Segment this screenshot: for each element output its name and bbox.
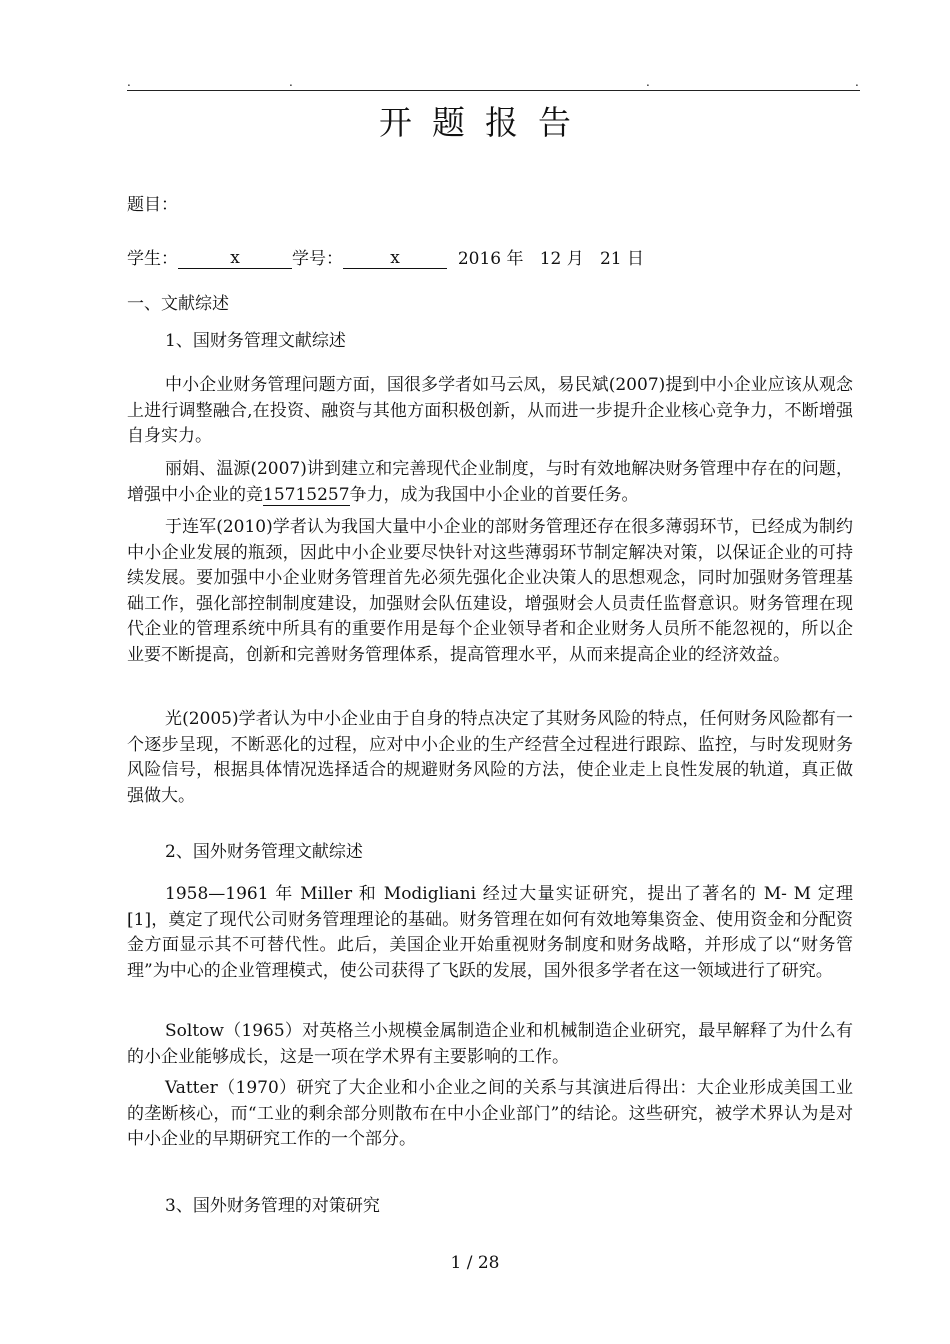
header-rule [127,90,860,91]
paragraph [127,457,853,508]
paragraph: 中小企业财务管理问题方面，国很多学者如马云凤，易民斌(2007)提到中小企业应该从观念上进行调整融合,在投资、融资与其他方面积极创新，从而进一步提升企业核心竞争力，不断增强自身实力。 [127,375,853,447]
header-dot: . [127,75,131,89]
subsection-heading: 1、国财务管理文献综述 [165,331,346,351]
paragraph: 于连军(2010)学者认为我国大量中小企业的部财务管理还存在很多薄弱环节，已经成为制约中小企业发展的瓶颈，因此中小企业要尽快针对这些薄弱环节制定解决对策，以保证企业的可持续发展。要加强中小企业财务管理首先必须先强化企业决策人的思想观念，同时加强财务管理基础工作，强化部控制制度建设，加强财会队伍建设，增强财会人员责任监督意识。财务管理在现代企业的管理系统中所具有的重要作用是每个企业领导者和企业财务人员所不能忽视的，所以企业要不断提高，创新和完善财务管理体系，提高管理水平，从而来提高企业的经济效益。 [127,517,853,665]
date-month-unit: 月 [566,249,584,269]
section-heading: 一、文献综述 [127,294,229,314]
subsection-heading: 2、国外财务管理文献综述 [165,842,363,862]
paragraph: 1958—1961 年 Miller 和 Modigliani 经过大量实证研究，提出了著名的 M- M 定理[1]，奠定了现代公司财务管理理论的基础。财务管理在如何有效地筹集资金、使用资金和分配资金方面显示其不可替代性。此后，美国企业开始重视财务制度和财务战略，并形成了以“财务管理”为中心的企业管理模式，使公司获得了飞跃的发展，国外很多学者在这一领域进行了研究。 [127,884,853,981]
paragraph: Soltow（1965）对英格兰小规模金属制造企业和机械制造企业研究，最早解释了为什么有的小企业能够成长，这是一项在学术界有主要影响的工作。 [127,1021,853,1067]
date-month: 12 [539,249,562,269]
id-label: 学号： [292,249,343,269]
header-dot: . [855,75,859,89]
date-day-unit: 日 [627,249,645,269]
student-value: x [178,248,292,269]
paragraph: 光(2005)学者认为中小企业由于自身的特点决定了其财务风险的特点，任何财务风险都有一个逐步呈现，不断恶化的过程，应对中小企业的生产经营全过程进行跟踪、监控，与时发现财务风险信号，根据具体情况选择适合的规避财务风险的方法，使企业走上良性发展的轨道，真正做强做大。 [127,709,853,806]
date-year-unit: 年 [506,249,524,269]
subsection-heading: 3、国外财务管理的对策研究 [165,1196,380,1216]
header-dot: . [646,75,650,89]
page-title: 开题报告 [379,103,591,142]
header-dot: . [289,75,293,89]
paragraph-text: 争力，成为我国中小企业的首要任务。 [349,484,639,505]
date-year: 2016 [457,249,502,269]
paragraph-text: 丽娟、温源(2007)讲到建立和完善现代企业制度，与时有效地解决财务管理中存在的问题，增强中小企业的竞 [127,459,853,505]
id-value: x [343,248,447,269]
date-day: 21 [599,249,622,269]
paragraph: Vatter（1970）研究了大企业和小企业之间的关系与其演进后得出：大企业形成美国工业的垄断核心，而“工业的剩余部分则散布在中小企业部门”的结论。这些研究，被学术界认为是对中小企业的早期研究工作的一个部分。 [127,1078,853,1150]
student-info-row [127,247,644,271]
topic-label: 题目： [127,195,178,215]
page-number: 1 / 28 [450,1253,500,1273]
underlined-number: 15715257 [263,484,350,505]
student-label: 学生： [127,249,178,269]
